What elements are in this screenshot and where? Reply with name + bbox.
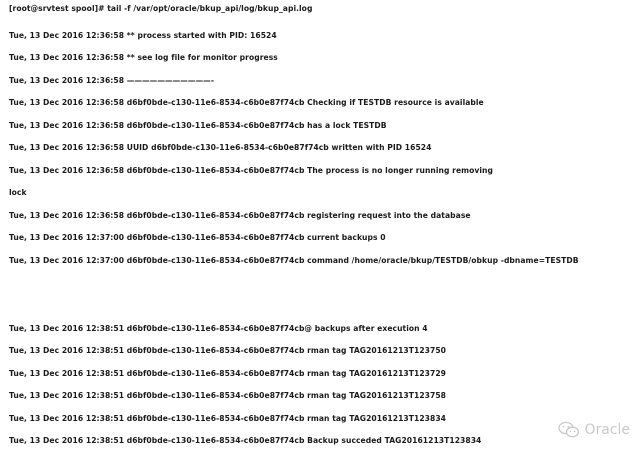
log-line: Tue, 13 Dec 2016 12:38:51 d6bf0bde-c130-11e6-8534-c6b0e87f74cb rman tag TAG20161213T123834 [9, 414, 446, 423]
log-line: Tue, 13 Dec 2016 12:38:51 d6bf0bde-c130-11e6-8534-c6b0e87f74cb rman tag TAG20161213T123758 [9, 391, 446, 400]
log-line: Tue, 13 Dec 2016 12:38:51 d6bf0bde-c130-11e6-8534-c6b0e87f74cb Backup succeded TAG20161213T123834 [9, 436, 482, 445]
log-line: Tue, 13 Dec 2016 12:36:58 d6bf0bde-c130-11e6-8534-c6b0e87f74cb has a lock TESTDB [9, 121, 387, 130]
log-line: Tue, 13 Dec 2016 12:36:58 d6bf0bde-c130-11e6-8534-c6b0e87f74cb Checking if TESTDB resource is available [9, 98, 484, 107]
wechat-icon [558, 421, 580, 439]
shell-command-line: [root@srvtest spool]# tail -f /var/opt/oracle/bkup_api/log/bkup_api.log [9, 4, 313, 13]
log-line: Tue, 13 Dec 2016 12:36:58 d6bf0bde-c130-11e6-8534-c6b0e87f74cb registering request into the database [9, 211, 471, 220]
log-line: Tue, 13 Dec 2016 12:36:58 ** process started with PID: 16524 [9, 31, 277, 40]
log-line: Tue, 13 Dec 2016 12:36:58 UUID d6bf0bde-c130-11e6-8534-c6b0e87f74cb written with PID 16524 [9, 143, 432, 152]
watermark-label: Oracle [584, 422, 630, 438]
log-line: Tue, 13 Dec 2016 12:36:58 ———————————- [9, 76, 215, 85]
log-line-wrap: lock [9, 188, 27, 197]
log-line: Tue, 13 Dec 2016 12:37:00 d6bf0bde-c130-11e6-8534-c6b0e87f74cb command /home/oracle/bkup/TESTDB/obkup -dbname=TESTDB [9, 256, 579, 265]
log-line: Tue, 13 Dec 2016 12:38:51 d6bf0bde-c130-11e6-8534-c6b0e87f74cb@ backups after execution 4 [9, 324, 428, 333]
log-line: Tue, 13 Dec 2016 12:36:58 ** see log file for monitor progress [9, 53, 278, 62]
log-line: Tue, 13 Dec 2016 12:38:51 d6bf0bde-c130-11e6-8534-c6b0e87f74cb rman tag TAG20161213T123729 [9, 369, 446, 378]
log-line: Tue, 13 Dec 2016 12:36:58 d6bf0bde-c130-11e6-8534-c6b0e87f74cb The process is no longer running removing [9, 166, 493, 175]
terminal-output [9, 0, 634, 457]
log-line: Tue, 13 Dec 2016 12:37:00 d6bf0bde-c130-11e6-8534-c6b0e87f74cb current backups 0 [9, 233, 386, 242]
log-line: Tue, 13 Dec 2016 12:38:51 d6bf0bde-c130-11e6-8534-c6b0e87f74cb rman tag TAG20161213T123750 [9, 346, 446, 355]
watermark [558, 421, 630, 439]
